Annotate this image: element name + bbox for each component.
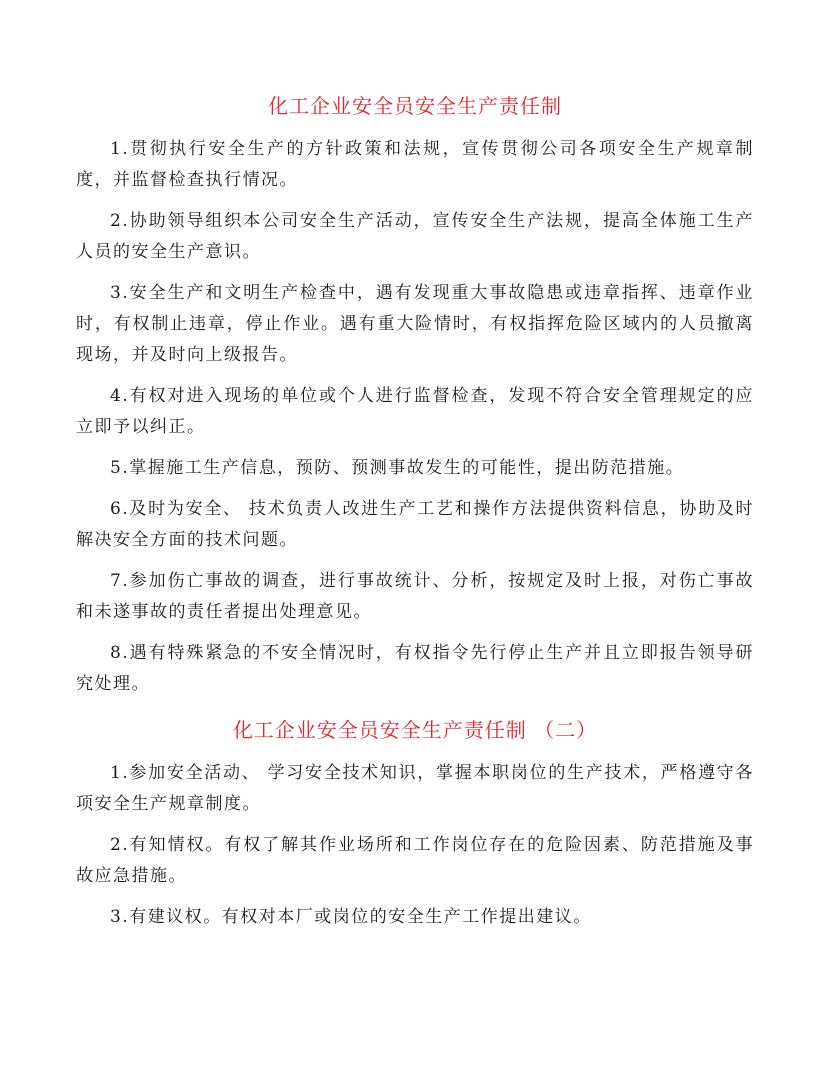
section-1-item-2: 2.协助领导组织本公司安全生产活动，宣传安全生产法规，提高全体施工生产人员的安全生产意识。 (76, 211, 754, 262)
section-1-item-7: 7.参加伤亡事故的调查，进行事故统计、分析，按规定及时上报，对伤亡事故和未遂事故的责任者提出处理意见。 (76, 571, 754, 622)
section-1-title: 化工企业安全员安全生产责任制 (268, 94, 562, 118)
section-1-item-1: 1.贯彻执行安全生产的方针政策和法规，宣传贯彻公司各项安全生产规章制度，并监督检查执行情况。 (76, 139, 754, 190)
section-1-item-8: 8.遇有特殊紧急的不安全情况时，有权指令先行停止生产并且立即报告领导研究处理。 (76, 643, 754, 694)
section-2-item-1: 1.参加安全活动、 学习安全技术知识，掌握本职岗位的生产技术，严格遵守各项安全生产规章制度。 (76, 763, 754, 814)
section-2-title: 化工企业安全员安全生产责任制 （二） (232, 718, 598, 742)
document-content (76, 86, 754, 943)
section-1-item-6: 6.及时为安全、 技术负责人改进生产工艺和操作方法提供资料信息，协助及时解决安全方面的技术问题。 (76, 499, 754, 550)
section-2-item-2: 2.有知情权。有权了解其作业场所和工作岗位存在的危险因素、防范措施及事故应急措施。 (76, 835, 754, 886)
section-1-item-4: 4.有权对进入现场的单位或个人进行监督检查，发现不符合安全管理规定的应立即予以纠正。 (76, 386, 754, 437)
section-1-item-5: 5.掌握施工生产信息，预防、预测事故发生的可能性，提出防范措施。 (110, 458, 685, 478)
section-2-item-3: 3.有建议权。有权对本厂或岗位的安全生产工作提出建议。 (110, 907, 592, 927)
section-1-item-3: 3.安全生产和文明生产检查中，遇有发现重大事故隐患或违章指挥、违章作业时，有权制止违章，停止作业。遇有重大险情时，有权指挥危险区域内的人员撤离现场，并及时向上级报告。 (76, 283, 754, 365)
